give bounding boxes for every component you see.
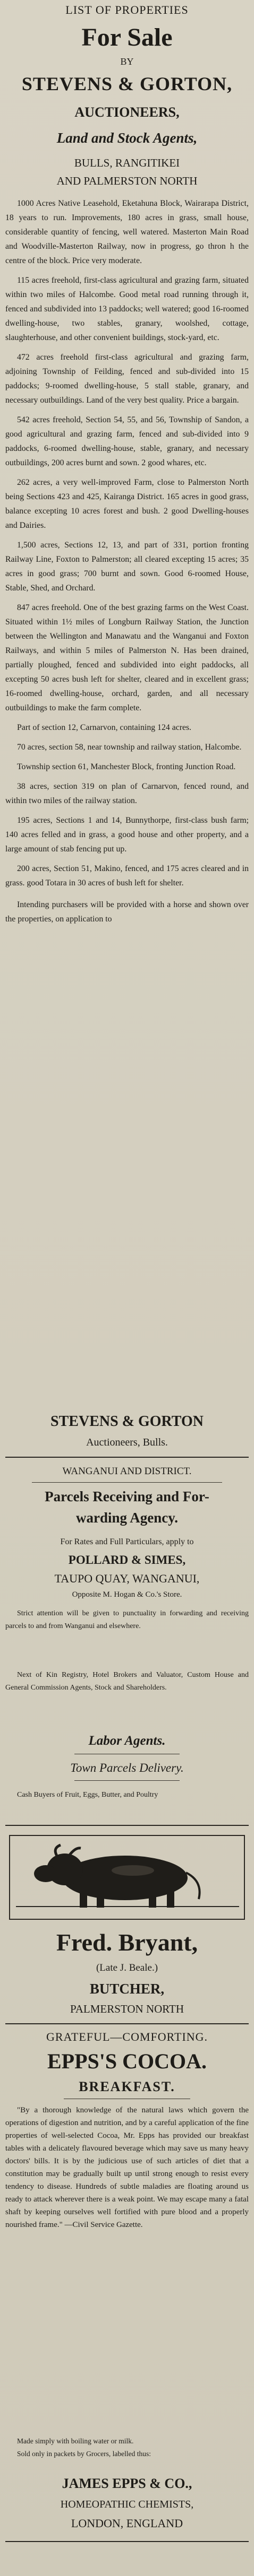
- bull-illustration: [5, 1832, 249, 1922]
- agency-firm: POLLARD & SIMES,: [68, 1553, 186, 1567]
- footer-firm: STEVENS & GORTON: [50, 1413, 204, 1430]
- epps-chemists: HOMEOPATHIC CHEMISTS,: [60, 2499, 194, 2510]
- list-item: 262 acres, a very well-improved Farm, close to Palmerston North being Sections 423 and 425, Kairanga District. 165 acres in good grass, balance excepting 10 acres forest and bush. 2 good Dwelling-houses and Dairies.: [5, 478, 249, 530]
- registry-paragraph: Next of Kin Registry, Hotel Brokers and Valuator, Custom House and General Commission Agents, Stock and Shareholders.: [5, 1671, 249, 1692]
- headline-rule: [32, 1482, 222, 1483]
- bryant-trade: BUTCHER,: [89, 1981, 165, 1997]
- list-item: Township section 61, Manchester Block, fronting Junction Road.: [17, 762, 236, 771]
- attention-text: [5, 1607, 249, 1666]
- subtitle-line: Land and Stock Agents,: [56, 130, 198, 146]
- bryant-town: PALMERSTON NORTH: [70, 2003, 184, 2015]
- location-line: BULLS, RANGITIKEI: [74, 156, 180, 169]
- bull-icon: [5, 1832, 249, 1922]
- agency-address: TAUPO QUAY, WANGANUI,: [54, 1572, 200, 1585]
- list-item: 70 acres, section 58, near township and railway station, Halcombe.: [17, 743, 242, 752]
- list-item: 200 acres, Section 51, Makino, fenced, and 175 acres cleared and in grass. good Totara in 30 acres of bush left for shelter.: [5, 864, 249, 887]
- footer-role: Auctioneers, Bulls.: [86, 1437, 168, 1448]
- list-item: 472 acres freehold first-class agricultural and grazing farm, adjoining Township of Feilding, fenced and sub-divided into 15 paddocks; 9-roomed dwelling-house, 5 stall stable, granary, and necessary outbuildings. Land of the very best quality. Price a bargain.: [5, 353, 249, 405]
- town-rule: [74, 1780, 180, 1781]
- rates-line: For Rates and Full Particulars, apply to: [60, 1537, 194, 1546]
- list-item: 847 acres freehold. One of the best grazing farms on the West Coast. Situated within 1½ miles of Longburn Railway Station, the Junction between the Wellington and Manawatu and the Wanganui and Foxton Railways, and within 5 miles of Palmerston N. Has been drained, partially ploughed, fenced and subdivided into eight paddocks, all excepting 50 acres bush left for shelter, cleared and in excellent grass; 16-roomed dwelling-house, orchard, garden, and all necessary outbuildings to make the farm complete.: [5, 603, 249, 712]
- epps-top-line: GRATEFUL—COMFORTING.: [46, 2030, 208, 2043]
- location-and-line: AND PALMERSTON NORTH: [56, 175, 198, 187]
- section-divider: [5, 2023, 249, 2024]
- epps-breakfast: BREAKFAST.: [79, 2079, 175, 2094]
- agency-title-line1: Parcels Receiving and For-: [45, 1489, 209, 1504]
- cash-buyers-paragraph: Cash Buyers of Fruit, Eggs, Butter, and Poultry: [17, 1791, 158, 1799]
- epps-firm: JAMES EPPS & CO.,: [62, 2476, 192, 2491]
- property-listings: [5, 196, 249, 1406]
- by-line: BY: [120, 56, 134, 67]
- agency-title-line2: warding Agency.: [75, 1510, 179, 1526]
- list-item: 115 acres freehold, first-class agricultural and grazing farm, situated within two miles of Halcombe. Good metal road running through it, fenced and subdivided into 13 paddocks; well watered; good 16-roomed dwelling-house, two stables, granary, woolshed, cottage, slaughterhouse, and other convenient buildings, stock-yard, etc.: [5, 276, 249, 342]
- labor-agents: Labor Agents.: [88, 1734, 166, 1748]
- epps-made: Made simply with boiling water or milk.: [17, 2437, 134, 2445]
- epps-instructions: [5, 2435, 249, 2467]
- registry-text: [5, 1669, 249, 1727]
- role-line: AUCTIONEERS,: [74, 105, 180, 120]
- epps-title: EPPS'S COCOA.: [47, 2049, 207, 2073]
- epps-sold: Sold only in packets by Grocers, labelled thus:: [17, 2450, 151, 2458]
- epps-body: "By a thorough knowledge of the natural laws which govern the operations of digestion and nutrition, and by a careful application of the fine properties of well-selected Cocoa, Mr. Epps has provided our breakfast tables with a delicately flavoured beverage which may save us many heavy doctors' bills. It is by the judicious use of such articles of diet that a constitution may be gradually built up until strong enough to resist every tendency to disease. Hundreds of subtle maladies are floating around us ready to attack wherever there is a weak point. We may escape many a fatal shaft by keeping ourselves well fortified with pure blood and a properly nourished frame." —Civil Service Gazette.: [5, 2106, 249, 2229]
- section-divider: [5, 1825, 249, 1826]
- list-item: 195 acres, Sections 1 and 14, Bunnythorpe, first-class bush farm; 140 acres felled and in grass, a good house and other property, and a large amount of stab fencing put up.: [5, 816, 249, 854]
- firm-name: STEVENS & GORTON,: [21, 73, 233, 94]
- wanganui-headline: WANGANUI AND DISTRICT.: [62, 1466, 192, 1477]
- list-item: 38 acres, section 319 on plan of Carnarvon, fenced round, and within two miles of the railway station.: [5, 782, 249, 805]
- town-parcels: Town Parcels Delivery.: [70, 1761, 184, 1774]
- for-sale-title: For Sale: [81, 23, 173, 51]
- section-divider: [5, 1457, 249, 1458]
- list-item: Part of section 12, Carnarvon, containing 124 acres.: [17, 723, 192, 732]
- list-header: LIST OF PROPERTIES: [65, 3, 189, 16]
- list-item: 1,500 acres, Sections 12, 13, and part of 331, portion fronting Railway Line, Foxton to Palmerston; all cleared excepting 15 acres; 35 acres in good grass; 700 burnt and sown. Good 6-roomed House, Stable, Shed, and Orchard.: [5, 541, 249, 593]
- bryant-name: Fred. Bryant,: [56, 1929, 198, 1956]
- agency-opposite: Opposite M. Hogan & Co.'s Store.: [72, 1590, 182, 1599]
- attention-paragraph: Strict attention will be given to punctuality in forwarding and receiving parcels to and from Wanganui and elsewhere.: [5, 1609, 249, 1630]
- epps-city: LONDON, ENGLAND: [71, 2517, 183, 2530]
- section-divider: [5, 2541, 249, 2542]
- epps-body-block: [5, 2104, 249, 2443]
- closing-text: Intending purchasers will be provided with a horse and shown over the properties, on application to: [5, 900, 249, 924]
- cash-buyers-text: [5, 1789, 249, 1818]
- list-item: 1000 Acres Native Leasehold, Eketahuna Block, Wairarapa District, 18 years to run. Improvements, 180 acres in grass, small house, considerable quantity of fencing, well watered. Masterton Main Road and Woodville-Masterton Railway, now in progress, go thron h the centre of the block. Price very moderate.: [5, 199, 249, 265]
- bryant-late: (Late J. Beale.): [96, 1962, 158, 1973]
- list-item: 542 acres freehold, Section 54, 55, and 56, Township of Sandon, a good agricultural and grazing farm, fenced and sub-divided into 9 paddocks, 6-roomed dwelling-house, stable, granary, and necessary outbuildings, 200 acres burnt and sown. 2 good whares, etc.: [5, 415, 249, 467]
